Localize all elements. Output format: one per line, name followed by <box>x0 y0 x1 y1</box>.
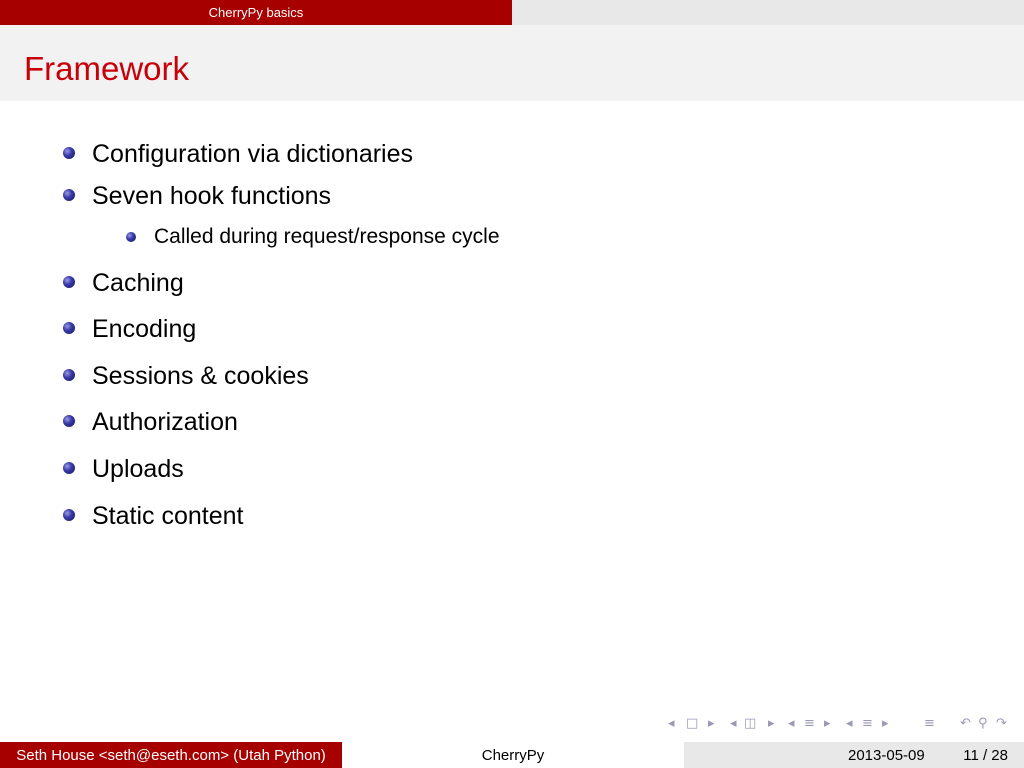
nav-next-arrow-icon[interactable]: ▸ <box>824 716 831 731</box>
list-item: Static content <box>92 502 244 530</box>
footer-bar <box>0 742 1024 768</box>
bullet-icon <box>63 147 75 159</box>
footer-date: 2013-05-09 <box>848 746 925 764</box>
nav-back-icon[interactable]: ↶ <box>960 716 971 731</box>
nav-prev-arrow-icon[interactable]: ◂ <box>730 716 737 731</box>
list-item: Encoding <box>92 315 197 343</box>
nav-next-arrow-icon[interactable]: ▸ <box>882 716 889 731</box>
footer-author: Seth House <seth@eseth.com> (Utah Python) <box>0 742 342 768</box>
section-title[interactable]: CherryPy basics <box>0 0 512 25</box>
nav-prev-arrow-icon[interactable]: ◂ <box>846 716 853 731</box>
sub-list-item: Called during request/response cycle <box>154 225 500 248</box>
bullet-icon <box>63 189 75 201</box>
list-item: Sessions & cookies <box>92 362 309 390</box>
nav-appendix-icon[interactable]: ≡ <box>924 716 935 731</box>
nav-subsection-icon[interactable]: ◫ <box>744 716 757 731</box>
sub-bullet-icon <box>126 232 136 242</box>
nav-prev-arrow-icon[interactable]: ◂ <box>668 716 675 731</box>
nav-next-arrow-icon[interactable]: ▸ <box>708 716 715 731</box>
nav-search-icon[interactable]: ⚲ <box>978 716 988 731</box>
bullet-icon <box>63 415 75 427</box>
bullet-icon <box>63 509 75 521</box>
list-item: Caching <box>92 269 184 297</box>
nav-next-arrow-icon[interactable]: ▸ <box>768 716 775 731</box>
nav-forward-icon[interactable]: ↷ <box>996 716 1007 731</box>
list-item: Configuration via dictionaries <box>92 140 414 168</box>
nav-frame-icon[interactable]: □ <box>686 716 699 731</box>
header-bar <box>0 0 1024 25</box>
bullet-icon <box>63 369 75 381</box>
slide-title: Framework <box>24 50 190 87</box>
footer-right <box>684 742 1024 768</box>
nav-document-icon[interactable]: ≡ <box>862 716 873 731</box>
bullet-icon <box>63 462 75 474</box>
list-item: Authorization <box>92 408 238 436</box>
nav-prev-arrow-icon[interactable]: ◂ <box>788 716 795 731</box>
list-item: Seven hook functions <box>92 182 332 210</box>
nav-section-icon[interactable]: ≡ <box>804 716 815 731</box>
page-number: 11 / 28 <box>963 746 1008 764</box>
frame-title-bar <box>0 25 1024 101</box>
bullet-icon <box>63 276 75 288</box>
bullet-icon <box>63 322 75 334</box>
list-item: Uploads <box>92 455 184 483</box>
footer-title: CherryPy <box>342 742 684 768</box>
